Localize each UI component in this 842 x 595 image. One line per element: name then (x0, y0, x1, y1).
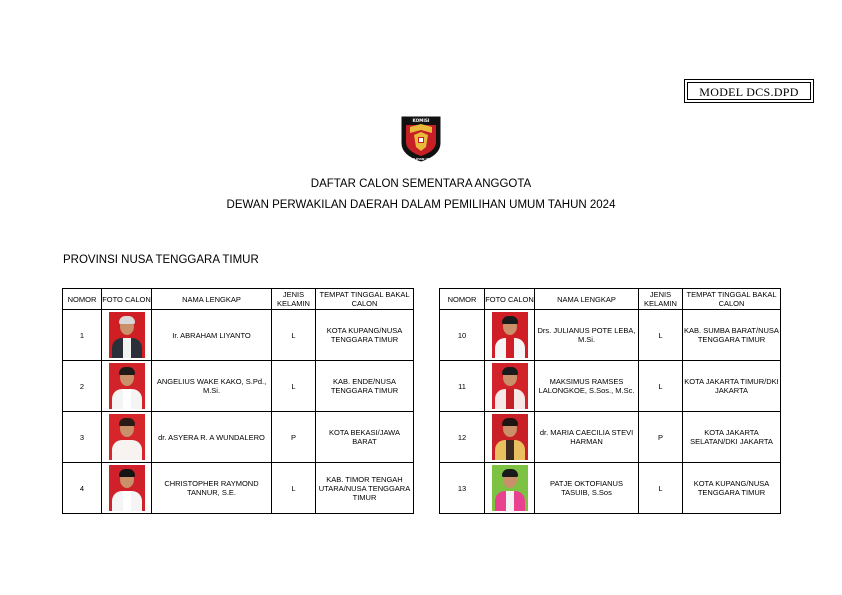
candidate-photo-cell (485, 361, 535, 412)
candidate-name: dr. ASYERA R. A WUNDALERO (152, 412, 272, 463)
candidate-photo-cell (485, 463, 535, 514)
candidate-number: 1 (63, 310, 102, 361)
candidate-table-right (439, 288, 781, 514)
candidate-name: Ir. ABRAHAM LIYANTO (152, 310, 272, 361)
candidate-number: 10 (440, 310, 485, 361)
svg-text:KOMISI: KOMISI (412, 118, 430, 123)
candidate-number: 13 (440, 463, 485, 514)
candidate-photo-cell (485, 310, 535, 361)
candidate-row (440, 463, 781, 514)
candidate-photo (492, 363, 528, 409)
candidate-gender: L (272, 463, 316, 514)
header-foto: FOTO CALON (102, 289, 152, 310)
candidate-gender: L (272, 310, 316, 361)
candidate-residence: KOTA JAKARTA SELATAN/DKI JAKARTA (683, 412, 781, 463)
header-jenis-kelamin: JENIS KELAMIN (272, 289, 316, 310)
candidate-name: Drs. JULIANUS POTE LEBA, M.Si. (535, 310, 639, 361)
candidate-table-left (62, 288, 414, 514)
candidate-gender: L (639, 463, 683, 514)
header-nama: NAMA LENGKAP (152, 289, 272, 310)
candidate-photo-cell (102, 463, 152, 514)
candidate-residence: KOTA KUPANG/NUSA TENGGARA TIMUR (316, 310, 414, 361)
candidate-residence: KAB. TIMOR TENGAH UTARA/NUSA TENGGARA TIMUR (316, 463, 414, 514)
candidate-name: PATJE OKTOFIANUS TASUIB, S.Sos (535, 463, 639, 514)
candidate-name: ANGELIUS WAKE KAKO, S.Pd., M.Si. (152, 361, 272, 412)
model-label: MODEL DCS.DPD (687, 82, 811, 100)
candidate-photo-cell (485, 412, 535, 463)
candidate-row (63, 361, 414, 412)
candidate-number: 12 (440, 412, 485, 463)
candidate-photo (109, 363, 145, 409)
province-heading: PROVINSI NUSA TENGGARA TIMUR (63, 254, 259, 266)
header-nama: NAMA LENGKAP (535, 289, 639, 310)
candidate-number: 4 (63, 463, 102, 514)
candidate-photo-cell (102, 310, 152, 361)
candidate-photo-cell (102, 361, 152, 412)
candidate-photo (109, 465, 145, 511)
candidate-gender: L (639, 310, 683, 361)
candidate-residence: KAB. ENDE/NUSA TENGGARA TIMUR (316, 361, 414, 412)
document-title-line1: DAFTAR CALON SEMENTARA ANGGOTA (310, 178, 532, 190)
candidate-name: MAKSIMUS RAMSES LALONGKOE, S.Sos., M.Sc. (535, 361, 639, 412)
candidate-photo-cell (102, 412, 152, 463)
header-nomor: NOMOR (440, 289, 485, 310)
kpu-logo-icon (398, 113, 444, 163)
svg-text:PEMILIHAN UMUM: PEMILIHAN UMUM (405, 157, 437, 161)
candidate-photo (492, 312, 528, 358)
model-label-box (684, 79, 814, 103)
candidate-gender: L (639, 361, 683, 412)
candidate-photo (492, 414, 528, 460)
candidate-name: CHRISTOPHER RAYMOND TANNUR, S.E. (152, 463, 272, 514)
candidate-number: 3 (63, 412, 102, 463)
candidate-number: 2 (63, 361, 102, 412)
candidate-row (63, 310, 414, 361)
candidate-photo (109, 414, 145, 460)
header-tempat-tinggal: TEMPAT TINGGAL BAKAL CALON (316, 289, 414, 310)
candidate-row (63, 463, 414, 514)
candidate-gender: P (639, 412, 683, 463)
candidate-residence: KOTA JAKARTA TIMUR/DKI JAKARTA (683, 361, 781, 412)
candidate-residence: KAB. SUMBA BARAT/NUSA TENGGARA TIMUR (683, 310, 781, 361)
candidate-row (440, 310, 781, 361)
header-tempat-tinggal: TEMPAT TINGGAL BAKAL CALON (683, 289, 781, 310)
candidate-number: 11 (440, 361, 485, 412)
candidate-photo (109, 312, 145, 358)
candidate-row (63, 412, 414, 463)
candidate-gender: L (272, 361, 316, 412)
candidate-name: dr. MARIA CAECILIA STEVI HARMAN (535, 412, 639, 463)
candidate-row (440, 412, 781, 463)
candidate-residence: KOTA BEKASI/JAWA BARAT (316, 412, 414, 463)
candidate-gender: P (272, 412, 316, 463)
header-nomor: NOMOR (63, 289, 102, 310)
header-jenis-kelamin: JENIS KELAMIN (639, 289, 683, 310)
document-title-line2: DEWAN PERWAKILAN DAERAH DALAM PEMILIHAN UMUM TAHUN 2024 (226, 199, 616, 211)
header-foto: FOTO CALON (485, 289, 535, 310)
candidate-photo (492, 465, 528, 511)
candidate-residence: KOTA KUPANG/NUSA TENGGARA TIMUR (683, 463, 781, 514)
candidate-row (440, 361, 781, 412)
